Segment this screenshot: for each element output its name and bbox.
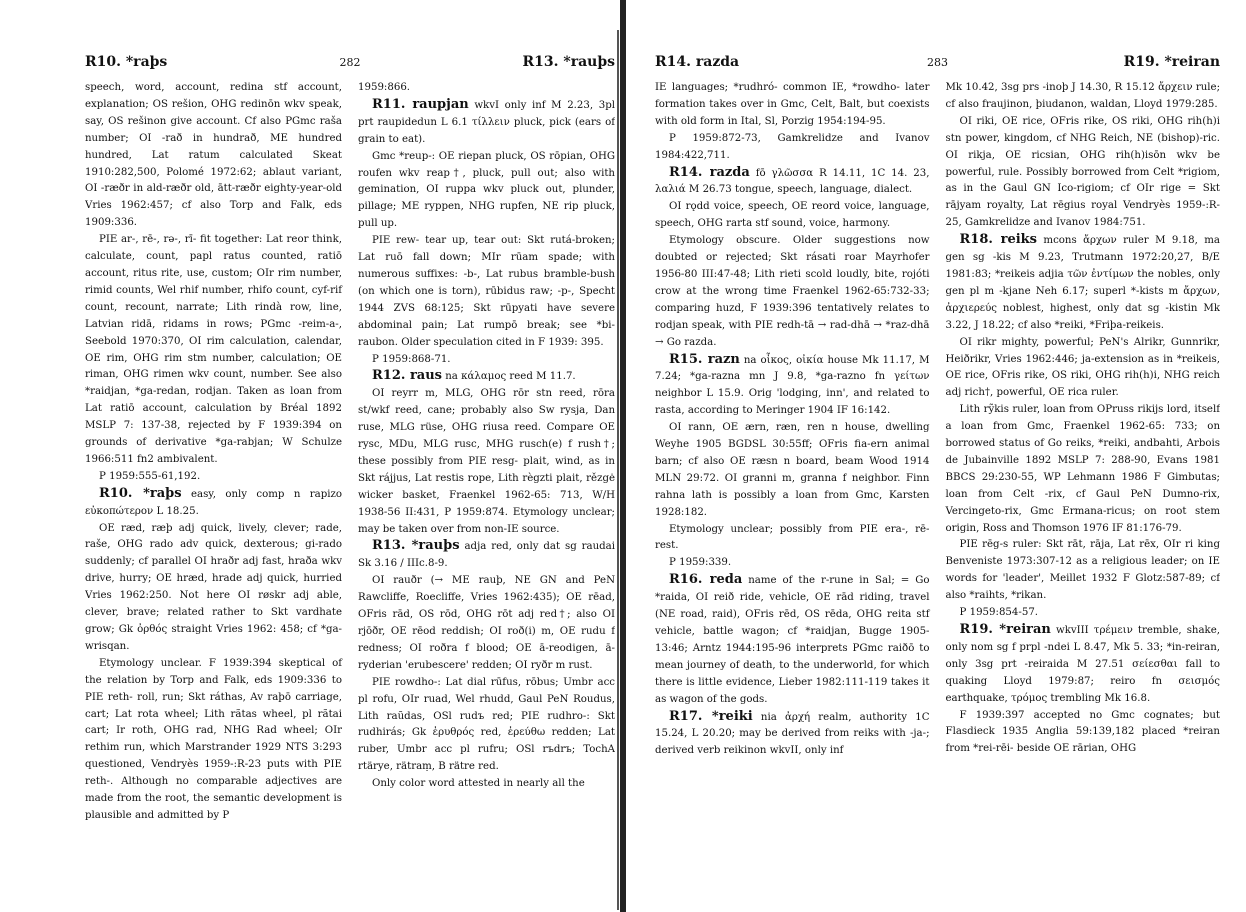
paragraph: R15. razn na οἶκος, οἰκία house Mk 11.17, M 7.24; *ga-razna mn J 9.8, *ga-razno fn γείτων neighbor L 15.9. Orig 'lodging, inn', and related to rasta, according to Meringer 1904 IF 16:142. [655, 351, 930, 417]
left-page [85, 50, 615, 910]
paragraph: OI rikr mighty, powerful; PeN's Alrikr, Gunnrikr, Heiðrikr, Vries 1962:446; ja-extension as in *reikeis, OE rice, OFris rike, OS riki, OHG rih(h)i, NHG reich adj rich†, powerful, OE rica ruler. [945, 336, 1220, 399]
paragraph: PIE ar-, rē-, rə-, rī- fit together: Lat reor think, calculate, count, papl ratus counted, ratiō account, ritus rite, use, custom; OIr rim number, rimid counts, Wel rhif number, rhifo count, cyf-rif count, recount, narrate; Lith rindà row, line, Latvian ridā, ridams in rows; PGmc -reim-a-, Seebold 1970:370, OI rim calculation, calendar, OE rim, OHG rim stm number, calculation; OE riman, OHG rimen wkv count, number. See also *raidjan, *ga-redan, rodjan. Taken as loan from Lat ratiō account, calculation by Bréal 1892 MSLP 7: 137-38, rejected by F 1939:394 on grounds of derivative *ga-rabjan; W Schulze 1966:511 fn2 ambivalent. [85, 234, 342, 465]
paragraph: Mk 10.42, 3sg prs -inoþ J 14.30, R 15.12 ἄρχειν rule; cf also fraujinon, þiudanon, waldan, Lloyd 1979:285. [945, 82, 1220, 110]
paragraph: R12. raus na κάλαμος reed M 11.7. [372, 368, 576, 384]
right-page-number: 283 [927, 56, 948, 69]
right-page-header [655, 50, 1220, 72]
paragraph: P 1959:854-57. [959, 607, 1039, 619]
paragraph: IE languages; *rudhró- common IE, *rowdho- later formation takes over in Gmc, Celt, Balt, but coexists with old form in Ital, Sl, Porzig 1954:194-95. [655, 82, 930, 127]
paragraph: R17. *reiki nia ἀρχή realm, authority 1C 15.24, L 20.20; may be derived from reiks with -ja-; derived verb reikinon wkvII, only inf [655, 708, 930, 757]
right-column-1 [655, 80, 930, 760]
left-header-left: R10. *raþs [85, 54, 168, 70]
left-column-2 [358, 80, 615, 825]
paragraph: Gmc *reup-: OE riepan pluck, OS rōpian, OHG roufen wkv reap†, pluck, pull out; also with gemination, OI ruppa wkv pluck out, plunder, pillage; ME ryppen, NHG rupfen, NE rip pluck, pull up. [358, 150, 615, 230]
paragraph: R13. *rauþs adja red, only dat sg raudai Sk 3.16 / IIIc.8-9. [358, 538, 615, 570]
paragraph: Etymology obscure. Older suggestions now doubted or rejected; Skt rásati roar Mayrhofer 1956-80 III:47-48; Lith rieti scold loudly, bite, rojóti crow at the wrong time Fraenkel 1962-65:732-33; comparing huzd, F 1939:396 tentatively relates to rodjan speak, with PIE redh-tā → rad-dhā → *raz-dhā → Go razda. [655, 235, 930, 348]
paragraph: 1959:866. [358, 82, 411, 93]
paragraph: OE ræd, ræþ adj quick, lively, clever; rade, raše, OHG rado adv quick, dexterous; gi-rado suddenly; cf parallel OI hraðr adj fast, hraða wkv drive, hurry; OE hræd, hrade adj quick, hurried Vries 1962:250. Not here OI røskr adj able, clever, brave; related rather to Skt vardhate grow; Gk ὀρθός straight Vries 1962: 458; cf *ga-wrisqan. [85, 522, 342, 652]
paragraph: R11. raupjan wkvI only inf M 2.23, 3pl prt raupidedun L 6.1 τίλλειν pluck, pick (ears of grain to eat). [358, 96, 615, 145]
paragraph: OI rauðr (→ ME rauþ, NE GN and PeN Rawcliffe, Roecliffe, Vries 1962:435); OE rēad, OFris rād, OS rōd, OHG rōt adj red†; also OI rjōðr, OE rēod reddish; OI roð(i) m, OE rudu f redness; OI roðra f blood; OE ā-reodigen, ā-ryderian 'erubescere' redden; OI ryðr m rust. [358, 575, 615, 671]
paragraph: OI rann, OE ærn, ræn, ren n house, dwelling Weyhe 1905 BGDSL 30:55ff; OFris fia-ern animal barn; cf also OE ræsn n board, beam Wood 1914 MLN 29:72. OI granni m, granna f neighbor. Finn rahna lath is possibly a loan from Gmc, Karsten 1928:182. [655, 422, 930, 518]
paragraph: R14. razda fō γλῶσσα R 14.11, 1C 14. 23, λαλιά M 26.73 tongue, speech, language, dialect. [655, 164, 930, 196]
paragraph: Etymology unclear; possibly from PIE era-, rē- rest. [655, 523, 930, 552]
paragraph: P 1959:555-61,192. [99, 470, 201, 482]
paragraph: Lith rỹkis ruler, loan from OPruss rikijs lord, itself a loan from Gmc, Fraenkel 1962-65: 733; on borrowed status of Go reiks, *reiki, andbahti, Arbois de Jubainville 1892 MSLP 7: 288-90, Evans 1981 BBCS 29:230-55, WP Lehmann 1986 F Gimbutas; loan from Celt -rix, cf Gaul PeN Dumno-rix, Vercingeto-rix, Gmc Ermana-ricus; on root stem origin, Ross and Thomson 1976 IF 81:176-79. [945, 404, 1220, 534]
paragraph: PIE rēg-s ruler: Skt rāt, rāja, Lat rēx, OIr ri king Benveniste 1973:307-12 as a religious leader; on IE words for 'leader', Meillet 1932 F Glotz:587-89; cf also *raihts, *rikan. [945, 539, 1220, 602]
paragraph: P 1959:872-73, Gamkrelidze and Ivanov 1984:422,711. [655, 132, 930, 161]
book-gutter-shadow [617, 30, 619, 910]
left-column-1 [85, 80, 342, 825]
left-page-header [85, 50, 615, 72]
right-header-right: R19. *reiran [1123, 54, 1220, 70]
left-header-right: R13. *rauþs [522, 54, 615, 70]
book-gutter [620, 0, 626, 912]
paragraph: Etymology unclear. F 1939:394 skeptical of the relation by Torp and Falk, eds 1909:336 to PIE reth- roll, run; Skt ráthas, Av raþō carriage, cart; Lat rota wheel; Lith rãtas wheel, pl rãtai cart; Ir roth, OHG rad, NHG Rad wheel; OIr rethim run, which Marstrander 1929 NTS 3:293 questioned, Vendryès 1959-:R-23 puts with PIE reth-. Although no comparable adjectives are made from the root, the semantic development is plausible and admitted by P [85, 657, 342, 821]
paragraph: OI reyrr m, MLG, OHG rōr stn reed, rōra st/wkf reed, cane; probably also Sw rysja, Dan ruse, MLG rüse, OHG riusa reed. Compare OE rysc, MDu, MLG rusc, MHG rusch(e) f rush†; these possibly from PIE resg- plait, wind, as in Skt rájjus, Lat restis rope, Lith règzti plait, rězgė wicker basket, Fraenkel 1962-65: 713, W/H 1938-56 II:431, P 1959:874. Etymology unclear; may be taken over from non-IE source. [358, 388, 615, 535]
right-column-2 [946, 80, 1221, 760]
paragraph: F 1939:397 accepted no Gmc cognates; but Flasdieck 1935 Anglia 59:139,182 placed *reiran from *rei-rēi- beside OE rārian, OHG [945, 709, 1220, 755]
paragraph: PIE rowdho-: Lat dial rūfus, rōbus; Umbr acc pl rofu, OIr ruad, Wel rhudd, Gaul PeN Roudus, Lith raũdas, OSl rudъ red; PIE rudhro-: Skt rudhirás; Gk ἐρυθρός red, ἐρεύθω redden; Lat ruber, Umbr acc pl rufru; OSl rъdrъ; TochA rtärye, rätraṃ, B rätre red. [358, 676, 615, 773]
paragraph: P 1959:868-71. [372, 353, 451, 365]
paragraph: R18. reiks mcons ἄρχων ruler M 9.18, ma gen sg -kis M 9.23, Trutmann 1972:20,27, B/E 1981:83; *reikeis adjia τῶν ἐντίμων the nobles, only gen pl m -kjane Neh 6.17; superl *-kists m ἄρχων, ἀρχιερεύς noblest, highest, only dat sg -kistin Mk 3.22, J 18.22; cf also *reiki, *Friþa-reikeis. [945, 232, 1220, 331]
paragraph: OI rǫdd voice, speech, OE reord voice, language, speech, OHG rarta stf sound, voice, harmony. [655, 201, 930, 230]
right-page [655, 50, 1220, 910]
paragraph: Only color word attested in nearly all the [372, 778, 585, 790]
paragraph: P 1959:339. [669, 557, 732, 569]
paragraph: speech, word, account, redina stf account, explanation; OS rešion, OHG redinōn wkv speak, say, OS rešinon give account. Cf also PGmc raša number; OI -rað in hundrað, ME hundred hundred, Lat ratum calculated Skeat 1910:282,500, Polomé 1972:62; ablaut variant, OI -ræðr in ald-ræðr old, ātt-ræðr eighty-year-old Vries 1962:457; cf also Torp and Falk, eds 1909:336. [85, 82, 342, 229]
right-header-left: R14. razda [655, 54, 740, 70]
paragraph: OI riki, OE rice, OFris rike, OS riki, OHG rih(h)i stn power, kingdom, cf NHG Reich, NE (bishop)-ric. OI rikja, OE ricsian, OHG rih(h)isōn wkv be powerful, rule. Possibly borrowed from Celt *rigiom, as in the Gaul GN Ico-rigiom; cf OIr rige = Skt rājyam royalty, Lat rēgius royal Vendryès 1959-:R-25, Gamkrelidze and Ivanov 1984:751. [945, 115, 1220, 229]
paragraph: R19. *reiran wkvIII τρέμειν tremble, shake, only nom sg f prpl -ndei L 8.47, Mk 5. 33; *in-reiran, only 3sg prt -reiraida M 27.51 σείεσθαι fall to quaking Lloyd 1979:87; reiro fn σεισμός earthquake, τρόμος trembling Mk 16.8. [945, 622, 1220, 704]
paragraph: R16. reda name of the r-rune in Sal; = Go *raida, OI reið ride, vehicle, OE rād riding, travel (NE road, raid), OFris rēd, OS rēda, OHG reita stf vehicle, battle wagon; cf *raidjan, Bugge 1905-13:46; Arntz 1944:195-96 interprets PGmc raiðō to mean journey of death, to the underworld, for which there is little evidence, Lieber 1982:111-119 takes it as wagon of the gods. [655, 572, 930, 705]
paragraph: PIE rew- tear up, tear out: Skt rutá-broken; Lat ruō fall down; MIr rūam spade; with numerous suffixes: -b-, Lat rubus bramble-bush (on which one is torn), rūbidus raw; -p-, Specht 1944 ZVS 68:125; Skt rūpyati have severe abdominal pain; Lat rumpō break; see *bi-raubon. Older speculation cited in F 1939: 395. [358, 235, 615, 348]
paragraph: R10. *raþs easy, only comp n rapizo εὐκοπώτερον L 18.25. [85, 485, 342, 517]
left-page-number: 282 [339, 56, 361, 69]
